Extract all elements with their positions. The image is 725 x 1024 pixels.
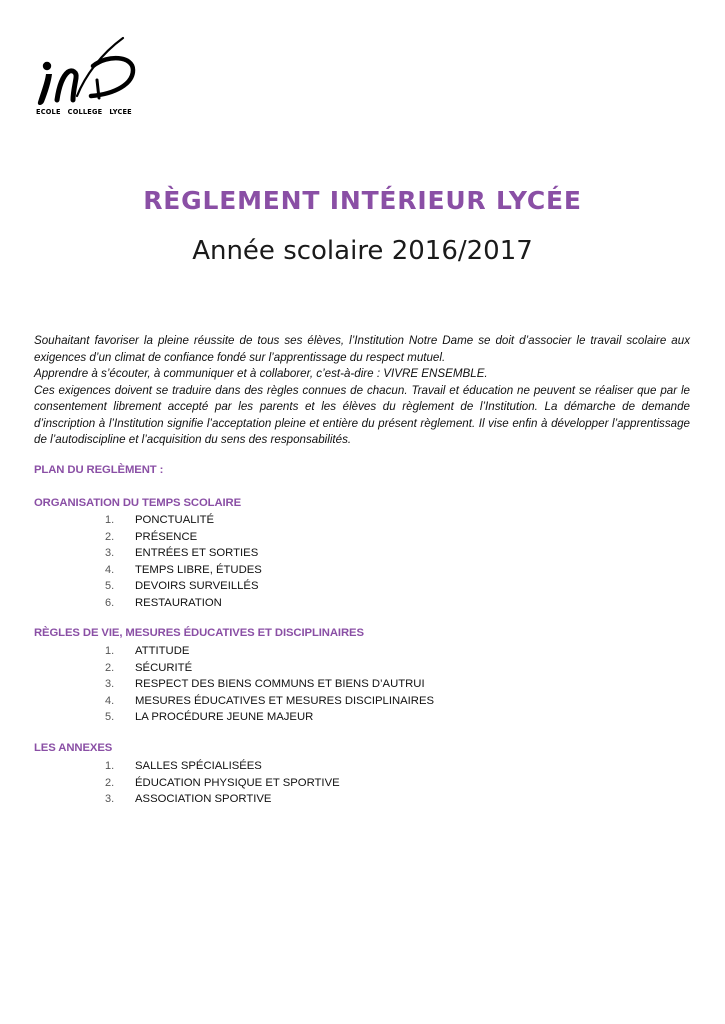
item-number: 2. [105,661,115,674]
list-item [105,660,434,677]
intro-text [34,333,690,449]
document-subtitle: Année scolaire 2016/2017 [192,236,533,266]
item-label: ATTITUDE [135,645,190,657]
list-item [105,562,262,579]
document-title: RÈGLEMENT INTÉRIEUR LYCÉE [143,186,582,215]
intro-paragraph-3: Ces exigences doivent se traduire dans des règles connues de chacun. Travail et éducation ne peuvent se réaliser que par le consentement librement accepté par les parents et les élèves du règlement de l’Institution. La démarche de demande d’inscription à l’Institution signifie l’acceptation pleine et entière du présent règlement. Il vise enfin à développer l’apprentissage de l’autodiscipline et l’acquisition du sens des responsabilités. [34,383,690,446]
item-label: SÉCURITÉ [135,661,193,674]
item-number: 1. [105,514,115,526]
item-label: RESPECT DES BIENS COMMUNS ET BIENS D’AUTRUI [135,678,425,690]
list-item [105,791,340,808]
item-number: 2. [105,776,115,789]
section-heading-regles: RÈGLES DE VIE, MESURES ÉDUCATIVES ET DISCIPLINAIRES [34,627,364,639]
item-label: MESURES ÉDUCATIVES ET MESURES DISCIPLINAIRES [135,694,435,707]
list-item [105,529,262,546]
item-number: 4. [105,694,115,707]
item-label: TEMPS LIBRE, ÉTUDES [135,563,262,576]
item-label: RESTAURATION [135,596,222,609]
item-number: 3. [105,793,115,805]
item-number: 1. [105,760,115,772]
list-annexes [105,758,340,808]
school-logo [33,36,139,118]
intro-paragraph-2: Apprendre à s’écouter, à communiquer et à collaborer, c’est-à-dire : VIVRE ENSEMBLE. [34,367,488,380]
list-item [105,709,434,726]
item-number: 5. [105,711,115,723]
item-label: SALLES SPÉCIALISÉES [135,760,262,772]
item-number: 2. [105,530,115,543]
list-item [105,693,434,710]
section-heading-annexes: LES ANNEXES [34,742,113,754]
list-item [105,578,262,595]
plan-heading: PLAN DU REGLÈMENT : [34,464,164,476]
item-label: DEVOIRS SURVEILLÉS [135,580,259,592]
logo-caption-college: COLLEGE [67,108,103,116]
list-regles [105,643,434,726]
ind-logo-mark [33,36,139,108]
list-item [105,676,434,693]
item-label: PONCTUALITÉ [135,514,215,526]
item-label: ÉDUCATION PHYSIQUE ET SPORTIVE [135,776,340,789]
item-label: LA PROCÉDURE JEUNE MAJEUR [135,711,314,723]
list-item [105,775,340,792]
item-label: ASSOCIATION SPORTIVE [135,793,272,805]
item-number: 5. [105,580,115,592]
section-heading-organisation: ORGANISATION DU TEMPS SCOLAIRE [34,497,242,509]
list-organisation [105,512,262,611]
item-label: PRÉSENCE [135,530,198,543]
logo-caption-ecole: ECOLE [36,108,61,116]
item-number: 4. [105,563,115,576]
intro-paragraph-1: Souhaitant favoriser la pleine réussite de tous ses élèves, l’Institution Notre Dame se doit d’associer le travail scolaire aux exigences d’un climat de confiance fondé sur l’apprentissage du respect mutuel. [34,334,690,364]
list-item [105,643,434,660]
list-item [105,545,262,562]
item-number: 3. [105,547,115,559]
list-item [105,758,340,775]
list-item [105,595,262,612]
item-number: 6. [105,596,115,609]
item-number: 3. [105,678,115,690]
list-item [105,512,262,529]
item-number: 1. [105,645,115,657]
logo-caption [36,108,140,116]
item-label: ENTRÉES ET SORTIES [135,547,259,559]
logo-caption-lycee: LYCEE [109,108,132,116]
